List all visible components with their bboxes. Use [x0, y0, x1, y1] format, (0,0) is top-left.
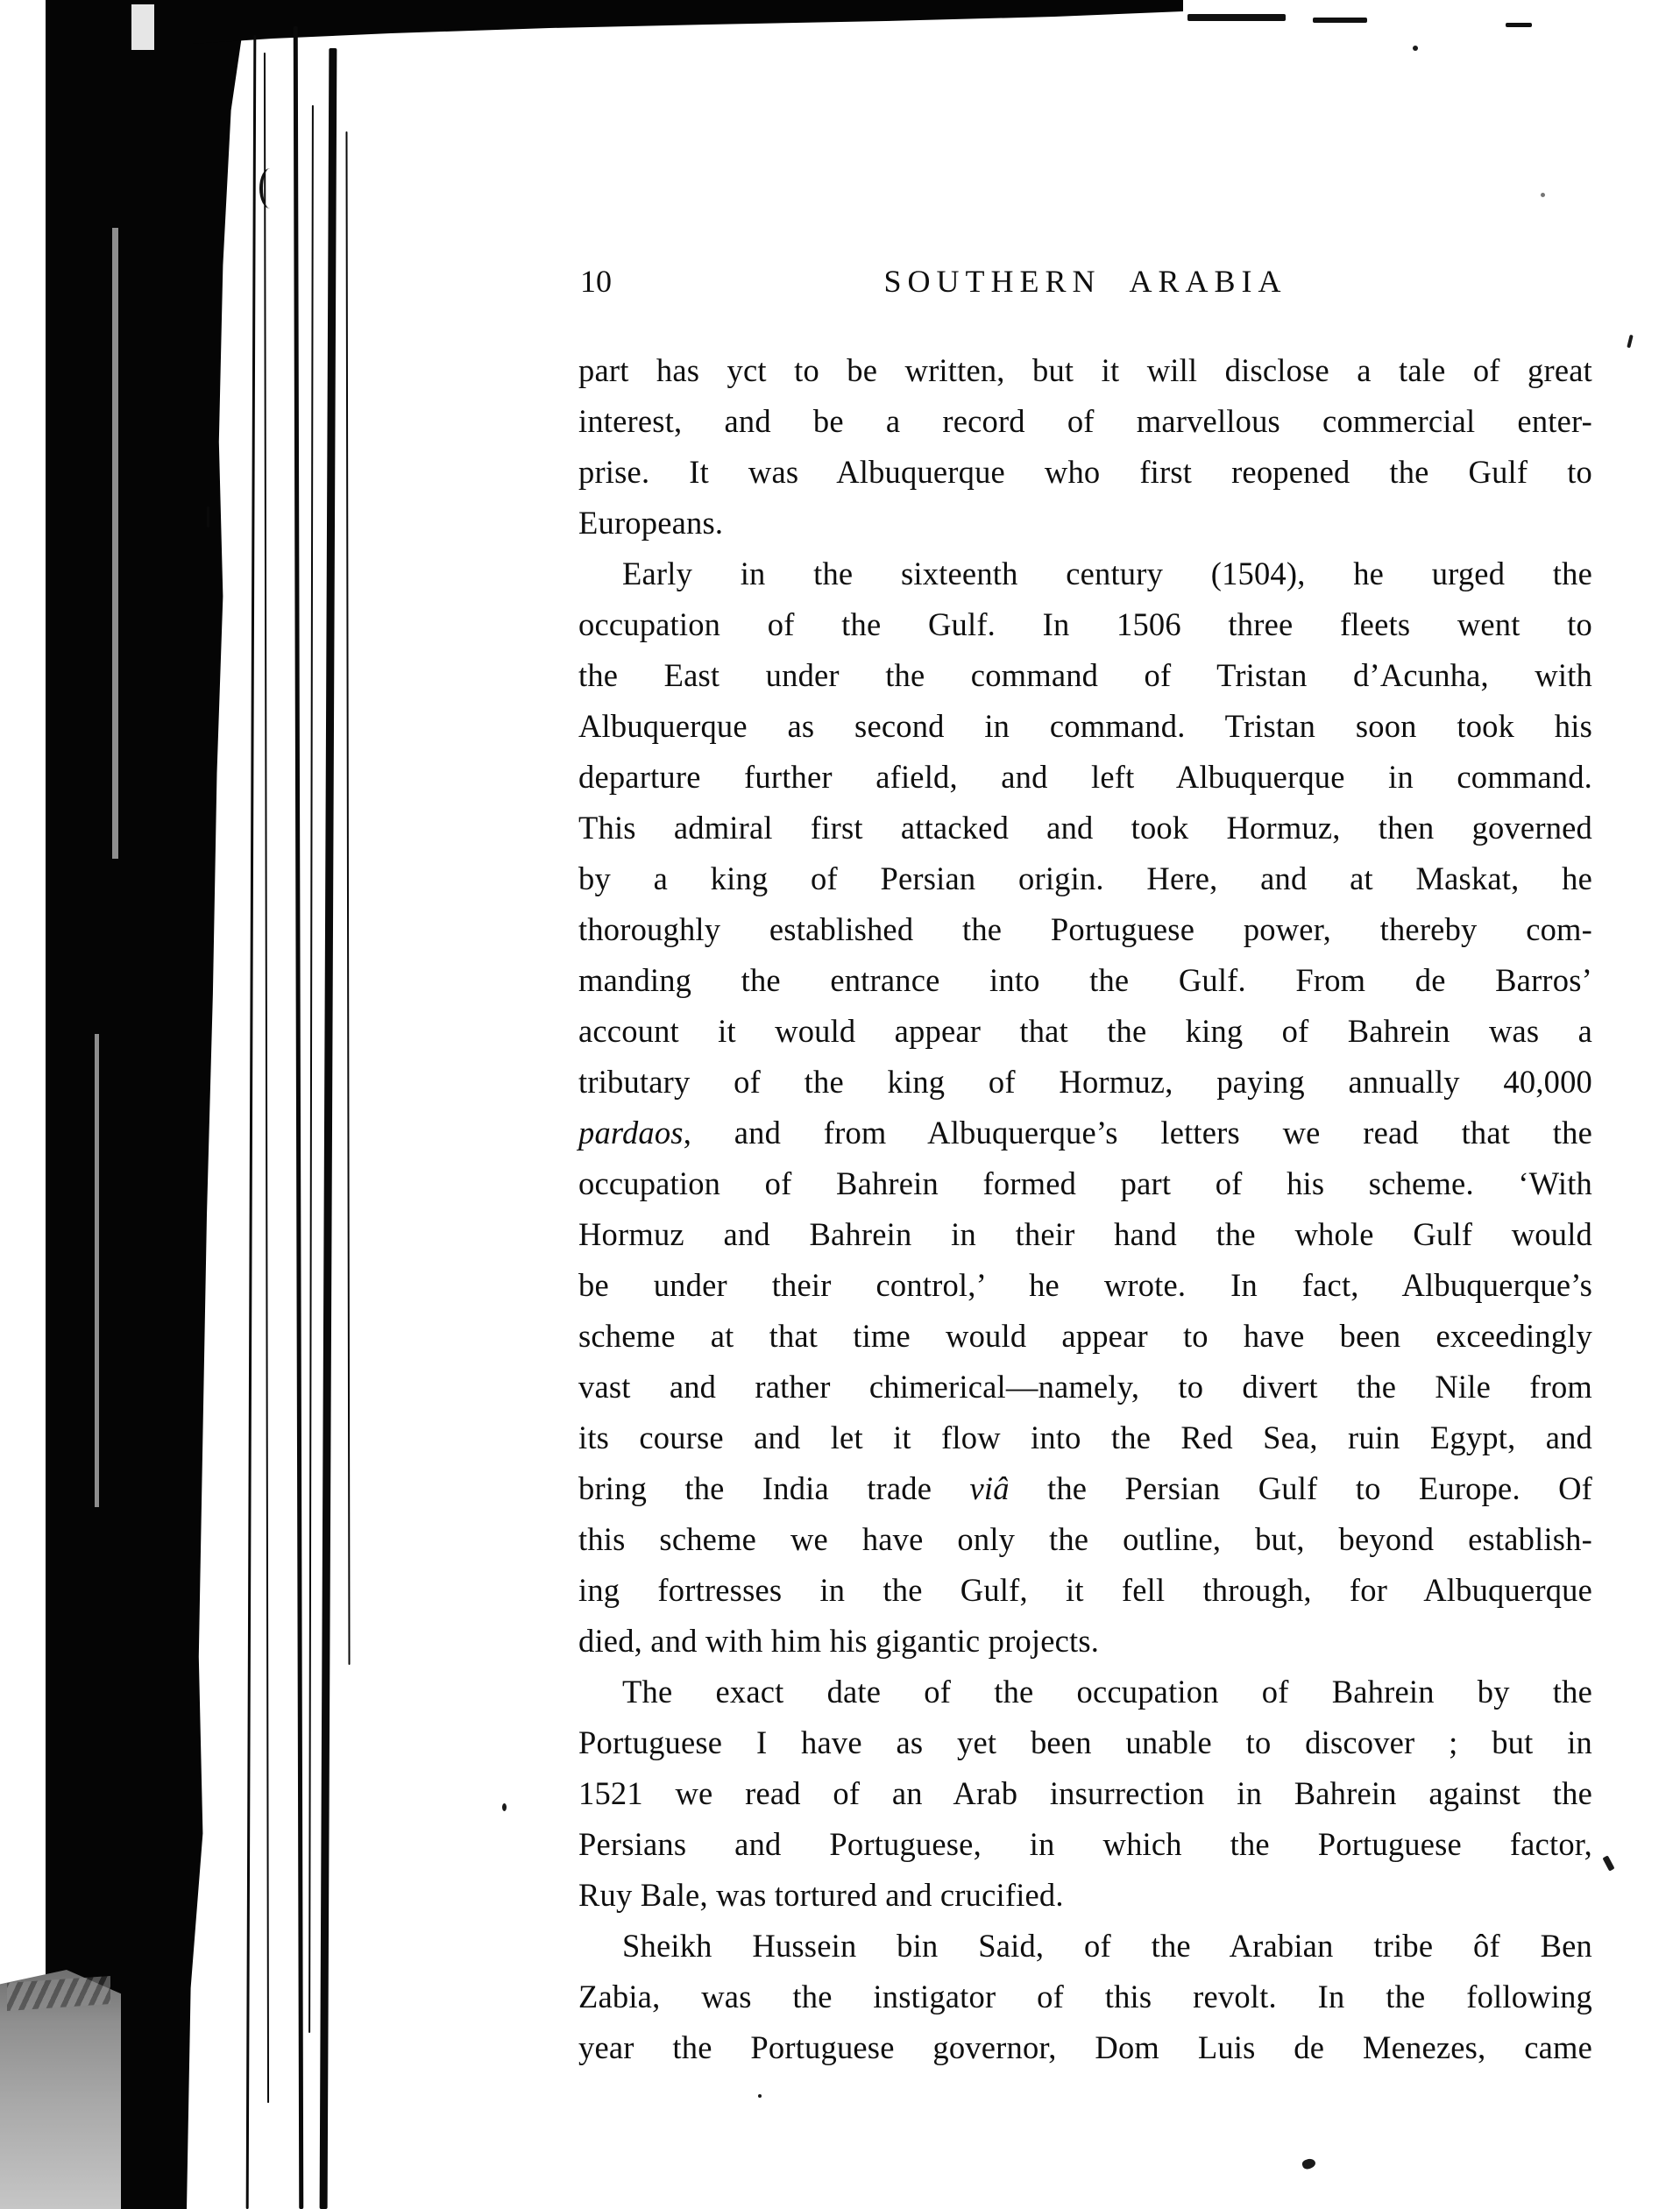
text-line	[578, 1972, 1592, 2022]
text-line	[578, 498, 1592, 549]
body-text	[578, 345, 1592, 2073]
text-line	[578, 549, 1592, 599]
text-segment: Ruy Bale, was tortured and crucified.	[578, 1877, 1064, 1913]
text-segment: tributary of the king of Hormuz, paying annually 40,000	[578, 1064, 1592, 1100]
text-line	[578, 396, 1592, 447]
text-line	[578, 803, 1592, 853]
text-segment: ing fortresses in the Gulf, it fell through, for Albuquerque	[578, 1572, 1592, 1608]
text-segment: scheme at that time would appear to have been exceedingly	[578, 1318, 1592, 1354]
running-head	[578, 261, 1592, 301]
text-segment: Hormuz and Bahrein in their hand the whole Gulf would	[578, 1216, 1592, 1252]
text-segment: part has yct to be written, but it will disclose a tale of great	[578, 352, 1592, 388]
text-line	[578, 1514, 1592, 1565]
text-segment: died, and with him his gigantic projects.	[578, 1623, 1100, 1659]
text-segment: interest, and be a record of marvellous commercial enter-	[578, 403, 1592, 439]
text-line	[578, 2022, 1592, 2073]
text-segment: Persians and Portuguese, in which the Portuguese factor,	[578, 1826, 1592, 1862]
text-segment: Europeans.	[578, 505, 724, 541]
ink-speck	[1541, 193, 1545, 197]
gutter-white-streak	[95, 1034, 99, 1507]
crease-tick	[207, 506, 209, 527]
running-title: SOUTHERN ARABIA	[883, 264, 1287, 299]
text-segment: This admiral first attacked and took Hormuz, then governed	[578, 810, 1592, 846]
ink-apostrophe-mark	[1627, 335, 1634, 349]
text-segment: the East under the command of Tristan d’Acunha, with	[578, 657, 1592, 693]
ink-speck	[1413, 46, 1418, 51]
text-segment: occupation of Bahrein formed part of his scheme. ‘With	[578, 1165, 1592, 1201]
text-segment: Early in the sixteenth century (1504), he urged the	[622, 556, 1592, 591]
gutter-white-streak	[112, 228, 118, 859]
ink-tick-mark	[1602, 1855, 1614, 1871]
ink-blob	[1301, 2157, 1317, 2170]
text-segment: Sheikh Hussein bin Said, of the Arabian tribe ôf Ben	[622, 1928, 1592, 1964]
text-line	[578, 1565, 1592, 1616]
text-segment: be under their control,’ he wrote. In fact, Albuquerque’s	[578, 1267, 1592, 1303]
gutter-white-notch	[131, 4, 154, 50]
text-line	[578, 1260, 1592, 1311]
text-line	[578, 345, 1592, 396]
page-crease-line	[264, 53, 269, 2103]
text-line	[578, 1412, 1592, 1463]
text-line	[578, 650, 1592, 701]
scan-edge-dash	[1313, 18, 1367, 23]
text-segment: account it would appear that the king of Bahrein was a	[578, 1013, 1592, 1049]
text-segment: manding the entrance into the Gulf. From de Barros’	[578, 962, 1592, 998]
text-line	[578, 752, 1592, 803]
ink-speck	[502, 1803, 507, 1811]
text-line	[578, 1870, 1592, 1921]
text-segment: occupation of the Gulf. In 1506 three fleets went to	[578, 606, 1592, 642]
page-crease-line	[294, 26, 304, 2209]
text-line	[578, 1006, 1592, 1057]
text-segment: Portuguese I have as yet been unable to discover ; but in	[578, 1724, 1592, 1760]
text-line	[578, 1768, 1592, 1819]
text-segment: vast and rather chimerical—namely, to divert the Nile from	[578, 1369, 1592, 1405]
text-line	[578, 1108, 1592, 1158]
text-line	[578, 447, 1592, 498]
text-segment: bring the India trade	[578, 1470, 970, 1506]
text-segment: this scheme we have only the outline, but, beyond establish-	[578, 1521, 1592, 1557]
page-crease-line	[320, 48, 337, 2209]
text-segment: Albuquerque as second in command. Tristan soon took his	[578, 708, 1592, 744]
text-segment: , and from Albuquerque’s letters we read that the	[683, 1115, 1592, 1151]
text-segment: thoroughly established the Portuguese power, thereby com-	[578, 911, 1592, 947]
text-segment: the Persian Gulf to Europe. Of	[1009, 1470, 1593, 1506]
text-line	[578, 955, 1592, 1006]
text-segment: its course and let it flow into the Red Sea, ruin Egypt, and	[578, 1420, 1592, 1455]
text-segment: departure further afield, and left Albuquerque in command.	[578, 759, 1592, 795]
text-segment: The exact date of the occupation of Bahrein by the	[622, 1674, 1592, 1710]
page-crease-line	[345, 131, 350, 1665]
text-line	[578, 1667, 1592, 1717]
text-line	[578, 1311, 1592, 1362]
text-line	[578, 1921, 1592, 1972]
crease-paren-mark	[259, 168, 280, 209]
text-line	[578, 1819, 1592, 1870]
scan-edge-dash	[1187, 14, 1286, 21]
text-line	[578, 1057, 1592, 1108]
scan-edge-bar-top	[193, 0, 1183, 44]
page-number: 10	[580, 264, 612, 299]
page-crease-line	[308, 105, 314, 2033]
text-segment: Zabia, was the instigator of this revolt. In the following	[578, 1979, 1592, 2014]
italic-text: pardaos	[578, 1115, 684, 1151]
text-segment: 1521 we read of an Arab insurrection in Bahrein against the	[578, 1775, 1592, 1811]
text-line	[578, 1616, 1592, 1667]
text-line	[578, 1362, 1592, 1412]
italic-text: viâ	[969, 1470, 1010, 1506]
text-line	[578, 904, 1592, 955]
text-line	[578, 1158, 1592, 1209]
text-line	[578, 701, 1592, 752]
page-crease-line	[246, 35, 257, 2209]
text-line	[578, 599, 1592, 650]
text-line	[578, 1463, 1592, 1514]
text-segment: prise. It was Albuquerque who first reopened the Gulf to	[578, 454, 1592, 490]
text-line	[578, 1209, 1592, 1260]
text-segment: by a king of Persian origin. Here, and at Maskat, he	[578, 860, 1592, 896]
scan-edge-dash	[1506, 23, 1532, 27]
text-line	[578, 853, 1592, 904]
ink-speck	[758, 2094, 762, 2098]
text-segment: year the Portuguese governor, Dom Luis de Menezes, came	[578, 2029, 1592, 2065]
book-gutter-shadow	[46, 0, 247, 2209]
text-line	[578, 1717, 1592, 1768]
